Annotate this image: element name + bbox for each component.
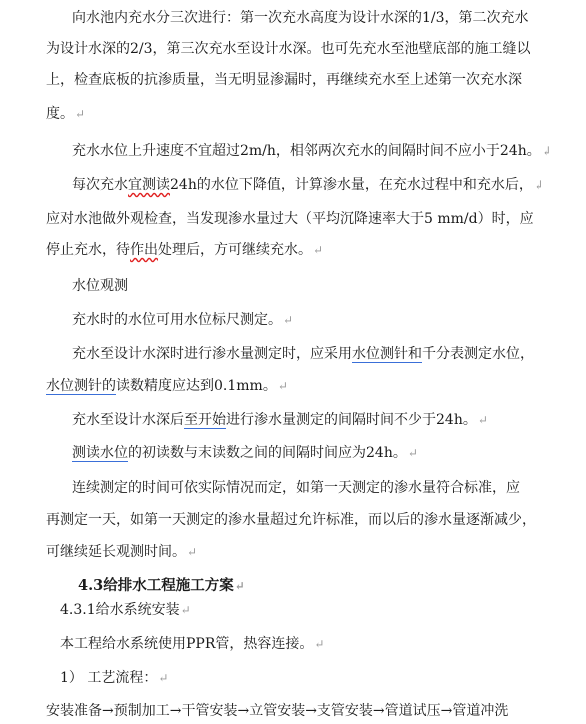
spellcheck-flagged-text[interactable]: 作出 [130, 242, 158, 258]
spellcheck-flagged-text[interactable]: 宜测读 [128, 177, 170, 193]
grammar-flagged-text[interactable]: 至开始 [184, 412, 226, 428]
paragraph-mark-icon: ↵ [283, 313, 294, 327]
text-line: 充水时的水位可用水位标尺测定。↵ [72, 312, 294, 328]
text-line: 为设计水深的2/3，第三次充水至设计水深。也可先充水至池壁底部的施工缝以 [46, 41, 531, 57]
paragraph-mark-icon: ↲ [533, 178, 544, 192]
text-line: 水位测针的读数精度应达到0.1mm。↵ [46, 378, 288, 394]
paragraph-mark-icon: ↵ [234, 579, 245, 593]
text-line: 可继续延长观测时间。↵ [46, 544, 198, 560]
grammar-flagged-text[interactable]: 水位测针的 [46, 378, 116, 394]
paragraph-mark-icon: ↵ [314, 637, 325, 651]
process-flow-line: 安装准备→预制加工→干管安装→立管安装→支管安装→管道试压→管道冲洗 [46, 703, 509, 719]
text-line: 充水水位上升速度不宜超过2m/h，相邻两次充水的间隔时间不应小于24h。↲ [72, 143, 552, 159]
text-line: 应对水池做外观检查，当发现渗水量过大（平均沉降速率大于5 mm/d）时，应 [46, 211, 534, 227]
grammar-flagged-text[interactable]: 水位测针和 [352, 346, 422, 362]
text-line: 上，检查底板的抗渗质量，当无明显渗漏时，再继续充水至上述第一次充水深 [46, 72, 522, 88]
text-line: 充水至设计水深时进行渗水量测定时，应采用水位测针和千分表测定水位， [72, 346, 534, 362]
text-line: 度。↵ [46, 106, 86, 122]
text-line: 每次充水宜测读24h的水位下降值，计算渗水量，在充水过程中和充水后，↲ [72, 177, 544, 193]
paragraph-mark-icon: ↵ [407, 446, 418, 460]
text-line: 充水至设计水深后至开始进行渗水量测定的间隔时间不少于24h。↵ [72, 412, 488, 428]
paragraph-mark-icon: ↵ [158, 671, 169, 685]
text-line: 测读水位的初读数与末读数之间的间隔时间应为24h。↵ [72, 445, 418, 461]
text-line: 再测定一天，如第一天测定的渗水量超过允许标准，而以后的渗水量逐渐减少， [46, 512, 536, 528]
text-line: 本工程给水系统使用PPR管，热容连接。↵ [60, 636, 325, 652]
paragraph-mark-icon: ↵ [277, 379, 288, 393]
paragraph-mark-icon: ↵ [75, 107, 86, 121]
paragraph-mark-icon: ↵ [477, 413, 488, 427]
paragraph-mark-icon: ↵ [187, 545, 198, 559]
text-line: 停止充水，待作出处理后，方可继续充水。↵ [46, 242, 324, 258]
section-heading: 4.3给排水工程施工方案↵ [78, 577, 245, 594]
grammar-flagged-text[interactable]: 测读水位 [72, 445, 128, 461]
subsection-heading: 4.3.1给水系统安装↵ [60, 602, 191, 618]
list-item: 1） 工艺流程：↵ [60, 670, 169, 686]
paragraph-mark-icon: ↵ [180, 603, 191, 617]
text-line: 连续测定的时间可依实际情况而定，如第一天测定的渗水量符合标准，应 [72, 480, 520, 496]
paragraph-mark-icon: ↵ [313, 243, 324, 257]
subheading-water-level: 水位观测 [72, 278, 128, 294]
paragraph-mark-icon: ↲ [541, 144, 552, 158]
text-line: 向水池内充水分三次进行：第一次充水高度为设计水深的1/3，第二次充水 [72, 10, 529, 26]
